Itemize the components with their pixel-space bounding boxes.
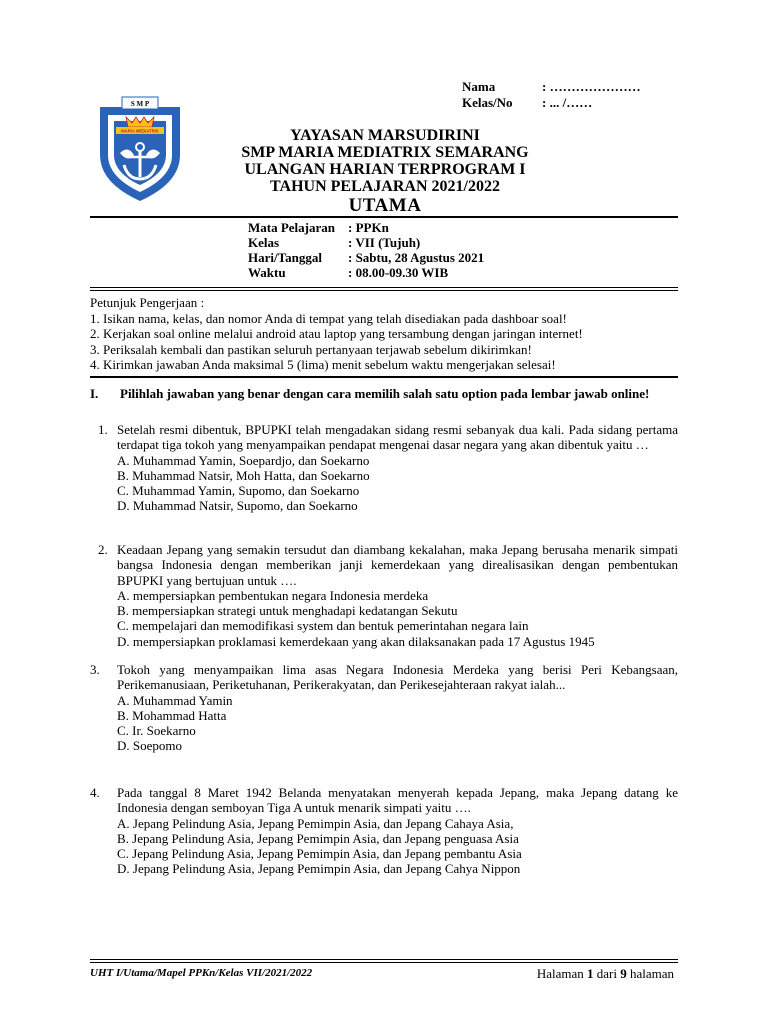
question-stem: Keadaan Jepang yang semakin tersudut dan diambang kekalahan, maka Jepang berusaha menarik simpati bangsa Indonesia dengan memberikan janji kemerdekaan yang direalisasikan dengan pembentukan BPUPKI yang bertujuan untuk ….	[117, 542, 678, 588]
answer-option: A. Jepang Pelindung Asia, Jepang Pemimpin Asia, dan Jepang Cahaya Asia,	[117, 815, 514, 831]
footer-divider-bottom	[90, 962, 678, 963]
answer-option: C. Jepang Pelindung Asia, Jepang Pemimpin Asia, dan Jepang pembantu Asia	[117, 846, 522, 862]
page-number-suffix: halaman	[626, 966, 674, 981]
academic-year: TAHUN PELAJARAN 2021/2022	[270, 178, 500, 195]
section-heading	[90, 386, 678, 420]
subject-divider-bottom	[90, 290, 678, 291]
subject-row	[248, 250, 548, 265]
page-number-prefix: Halaman	[536, 966, 587, 981]
class-field: : ... /……	[542, 95, 593, 110]
logo-top-text: S M P	[130, 100, 150, 108]
answer-option: C. mempelajari dan memodifikasi system dan bentuk pemerintahan negara lain	[117, 618, 529, 634]
name-field: : …………………	[542, 79, 641, 94]
exam-header	[200, 127, 570, 217]
school-name: SMP MARIA MEDIATRIX SEMARANG	[241, 144, 529, 161]
question-stem: Tokoh yang menyampaikan lima asas Negara Indonesia Merdeka yang berisi Peri Kebangsaan, Perikemanusiaan, Periketuhanan, Perikerakyatan, dan Perikesejahteraan rakyat ialah...	[117, 662, 678, 693]
subject-row-value: : PPKn	[348, 220, 389, 235]
subject-row-label: Kelas	[248, 235, 280, 250]
question-number: 1.	[98, 422, 108, 437]
subject-row-value: : Sabtu, 28 Agustus 2021	[348, 250, 485, 265]
name-label: Nama	[462, 79, 496, 94]
question-number: 3.	[90, 662, 100, 677]
page-total: 9	[620, 966, 627, 981]
section-instruction: Pilihlah jawaban yang benar dengan cara memilih salah satu option pada lembar jawab online!	[120, 386, 650, 401]
answer-option: D. mempersiapkan proklamasi kemerdekaan yang akan dilaksanakan pada 17 Agustus 1945	[117, 633, 595, 649]
subject-row	[248, 265, 548, 280]
answer-option: A. Muhammad Yamin, Soepardjo, dan Soekarno	[117, 452, 370, 468]
instructions	[90, 295, 680, 373]
subject-row	[248, 220, 548, 235]
header-divider	[90, 216, 678, 218]
subject-row-value: : 08.00-09.30 WIB	[348, 265, 449, 280]
subject-info	[248, 220, 548, 280]
subject-divider-top	[90, 287, 678, 288]
page-number-middle: dari	[593, 966, 621, 981]
instruction-item: 1. Isikan nama, kelas, dan nomor Anda di tempat yang telah disediakan pada dashboar soal!	[90, 310, 567, 326]
foundation-name: YAYASAN MARSUDIRINI	[290, 127, 480, 144]
page-current: 1	[586, 966, 594, 981]
answer-option: D. Soepomo	[117, 738, 182, 754]
page-number	[537, 966, 674, 982]
subject-row-value: : VII (Tujuh)	[348, 235, 421, 250]
exam-title: ULANGAN HARIAN TERPROGRAM I	[244, 161, 526, 178]
class-label: Kelas/No	[462, 95, 513, 110]
instruction-item: 2. Kerjakan soal online melalui android atau laptop yang tersambung dengan jaringan internet!	[90, 326, 583, 341]
answer-option: B. mempersiapkan strategi untuk menghadapi kedatangan Sekutu	[117, 603, 458, 619]
subject-row-label: Hari/Tanggal	[248, 250, 322, 265]
subject-row-label: Waktu	[248, 265, 286, 280]
question-stem: Pada tanggal 8 Maret 1942 Belanda menyatakan menyerah kepada Jepang, maka Jepang datang ke Indonesia dengan semboyan Tiga A untuk menarik simpati yaitu ….	[117, 785, 678, 816]
question	[90, 785, 678, 877]
question-number: 2.	[98, 542, 108, 557]
question-stem: Setelah resmi dibentuk, BPUPKI telah mengadakan sidang resmi sebanyak dua kali. Pada sidang pertama terdapat tiga tokoh yang menyampaikan pendapat mengenai dasar negara yang akan dibentuk yaitu …	[117, 422, 678, 453]
answer-option: B. Mohammad Hatta	[117, 707, 227, 723]
school-logo	[92, 93, 188, 205]
answer-option: A. mempersiapkan pembentukan negara Indonesia merdeka	[117, 587, 429, 603]
answer-option: C. Muhammad Yamin, Supomo, dan Soekarno	[117, 483, 360, 499]
answer-option: B. Jepang Pelindung Asia, Jepang Pemimpin Asia, dan Jepang penguasa Asia	[117, 830, 519, 846]
answer-option: D. Muhammad Natsir, Supomo, dan Soekarno	[117, 498, 358, 514]
logo-ribbon-text: MARIA MEDIATRIX	[121, 128, 159, 134]
subject-row	[248, 235, 548, 250]
answer-option: D. Jepang Pelindung Asia, Jepang Pemimpin Asia, dan Jepang Cahya Nippon	[117, 861, 521, 877]
instructions-title: Petunjuk Pengerjaan :	[90, 295, 205, 310]
section-number: I.	[90, 386, 99, 401]
footer-document-code: UHT I/Utama/Mapel PPKn/Kelas VII/2021/2022	[90, 967, 313, 979]
question	[98, 422, 678, 514]
question-number: 4.	[90, 785, 100, 800]
instructions-divider	[90, 376, 678, 378]
identity-block	[462, 79, 692, 113]
subject-row-label: Mata Pelajaran	[248, 220, 336, 235]
answer-option: B. Muhammad Natsir, Moh Hatta, dan Soekarno	[117, 467, 370, 483]
answer-option: C. Ir. Soekarno	[117, 723, 196, 739]
instruction-item: 4. Kirimkan jawaban Anda maksimal 5 (lima) menit sebelum waktu mengerjakan selesai!	[90, 357, 556, 372]
exam-variant: UTAMA	[348, 195, 422, 216]
footer-divider-top	[90, 959, 678, 960]
question	[90, 662, 678, 754]
instruction-item: 3. Periksalah kembali dan pastikan seluruh pertanyaan terjawab sebelum dikirimkan!	[90, 341, 532, 357]
question	[98, 542, 678, 649]
answer-option: A. Muhammad Yamin	[117, 692, 233, 708]
